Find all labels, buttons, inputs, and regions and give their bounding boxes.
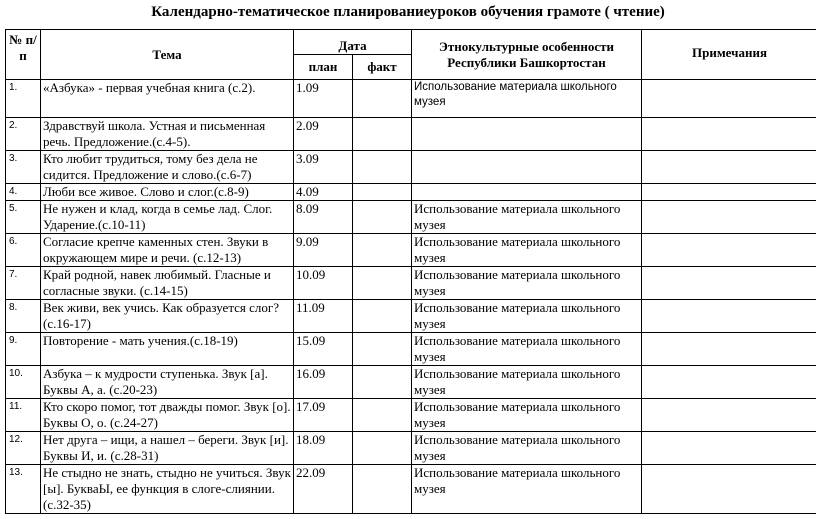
row-plan-date: 11.09: [294, 300, 353, 333]
row-plan-date: 2.09: [294, 118, 353, 151]
table-row: [6, 80, 816, 118]
header-number: № п/п: [6, 30, 41, 80]
row-fact-date: [353, 300, 412, 333]
table-row: [6, 151, 816, 184]
row-number: 1.: [6, 80, 41, 118]
row-notes: [642, 184, 816, 201]
row-ethno: [412, 118, 642, 151]
row-number: 2.: [6, 118, 41, 151]
row-fact-date: [353, 267, 412, 300]
row-number: 8.: [6, 300, 41, 333]
table-row: [6, 118, 816, 151]
row-ethno: Использование материала школьного музея: [412, 333, 642, 366]
row-fact-date: [353, 366, 412, 399]
row-topic: Не нужен и клад, когда в семье лад. Слог. Ударение.(с.10-11): [41, 201, 294, 234]
row-ethno: Использование материала школьного музея: [412, 465, 642, 514]
row-number: 12.: [6, 432, 41, 465]
row-plan-date: 10.09: [294, 267, 353, 300]
row-plan-date: 8.09: [294, 201, 353, 234]
table-row: [6, 300, 816, 333]
row-topic: Азбука – к мудрости ступенька. Звук [а]. Буквы А, а. (с.20-23): [41, 366, 294, 399]
row-ethno: Использование материала школьного музея: [412, 80, 642, 118]
row-topic: Кто скоро помог, тот дважды помог. Звук [о]. Буквы О, о. (с.24-27): [41, 399, 294, 432]
row-fact-date: [353, 432, 412, 465]
row-ethno: Использование материала школьного музея: [412, 234, 642, 267]
row-plan-date: 16.09: [294, 366, 353, 399]
header-topic: Тема: [41, 30, 294, 80]
row-number: 13.: [6, 465, 41, 514]
row-topic: Кто любит трудиться, тому без дела не сидится. Предложение и слово.(с.6-7): [41, 151, 294, 184]
row-number: 7.: [6, 267, 41, 300]
row-topic: Люби все живое. Слово и слог.(с.8-9): [41, 184, 294, 201]
row-plan-date: 18.09: [294, 432, 353, 465]
row-notes: [642, 151, 816, 184]
row-notes: [642, 201, 816, 234]
header-date: Дата: [294, 30, 412, 55]
table-row: [6, 201, 816, 234]
row-number: 4.: [6, 184, 41, 201]
row-topic: «Азбука» - первая учебная книга (с.2).: [41, 80, 294, 118]
row-ethno: Использование материала школьного музея: [412, 267, 642, 300]
row-plan-date: 15.09: [294, 333, 353, 366]
row-topic: Повторение - мать учения.(с.18-19): [41, 333, 294, 366]
row-plan-date: 3.09: [294, 151, 353, 184]
row-notes: [642, 333, 816, 366]
row-number: 10.: [6, 366, 41, 399]
lesson-plan-table: [5, 29, 816, 514]
row-topic: Край родной, навек любимый. Гласные и согласные звуки. (с.14-15): [41, 267, 294, 300]
row-fact-date: [353, 399, 412, 432]
header-ethno: Этнокультурные особенности Республики Башкортостан: [412, 30, 642, 80]
row-fact-date: [353, 80, 412, 118]
row-fact-date: [353, 333, 412, 366]
row-ethno: Использование материала школьного музея: [412, 366, 642, 399]
row-plan-date: 22.09: [294, 465, 353, 514]
table-row: [6, 184, 816, 201]
page-title: Календарно-тематическое планированиеуроков обучения грамоте ( чтение): [151, 4, 665, 20]
row-notes: [642, 267, 816, 300]
row-notes: [642, 234, 816, 267]
row-plan-date: 4.09: [294, 184, 353, 201]
row-fact-date: [353, 151, 412, 184]
row-ethno: [412, 151, 642, 184]
table-row: [6, 234, 816, 267]
row-topic: Согласие крепче каменных стен. Звуки в окружающем мире и речи. (с.12-13): [41, 234, 294, 267]
row-fact-date: [353, 465, 412, 514]
table-row: [6, 432, 816, 465]
row-number: 5.: [6, 201, 41, 234]
row-fact-date: [353, 201, 412, 234]
row-notes: [642, 118, 816, 151]
row-ethno: Использование материала школьного музея: [412, 399, 642, 432]
row-topic: Нет друга – ищи, а нашел – береги. Звук [и]. Буквы И, и. (с.28-31): [41, 432, 294, 465]
row-plan-date: 1.09: [294, 80, 353, 118]
row-topic: Не стыдно не знать, стыдно не учиться. Звук [ы]. БукваЫ, ее функция в слоге-слиянии. (с.32-35): [41, 465, 294, 514]
row-fact-date: [353, 184, 412, 201]
row-topic: Век живи, век учись. Как образуется слог? (с.16-17): [41, 300, 294, 333]
row-plan-date: 9.09: [294, 234, 353, 267]
header-notes: Примечания: [642, 30, 816, 80]
row-ethno: Использование материала школьного музея: [412, 432, 642, 465]
table-row: [6, 399, 816, 432]
row-number: 11.: [6, 399, 41, 432]
row-fact-date: [353, 118, 412, 151]
header-plan: план: [294, 55, 353, 80]
row-number: 3.: [6, 151, 41, 184]
table-row: [6, 267, 816, 300]
row-topic: Здравствуй школа. Устная и письменная речь. Предложение.(с.4-5).: [41, 118, 294, 151]
row-notes: [642, 300, 816, 333]
row-plan-date: 17.09: [294, 399, 353, 432]
table-row: [6, 465, 816, 514]
row-fact-date: [353, 234, 412, 267]
row-notes: [642, 80, 816, 118]
table-row: [6, 366, 816, 399]
row-notes: [642, 465, 816, 514]
row-number: 9.: [6, 333, 41, 366]
row-notes: [642, 432, 816, 465]
row-number: 6.: [6, 234, 41, 267]
row-notes: [642, 399, 816, 432]
header-fact: факт: [353, 55, 412, 80]
row-ethno: Использование материала школьного музея: [412, 201, 642, 234]
row-notes: [642, 366, 816, 399]
row-ethno: Использование материала школьного музея: [412, 300, 642, 333]
row-ethno: [412, 184, 642, 201]
table-row: [6, 333, 816, 366]
